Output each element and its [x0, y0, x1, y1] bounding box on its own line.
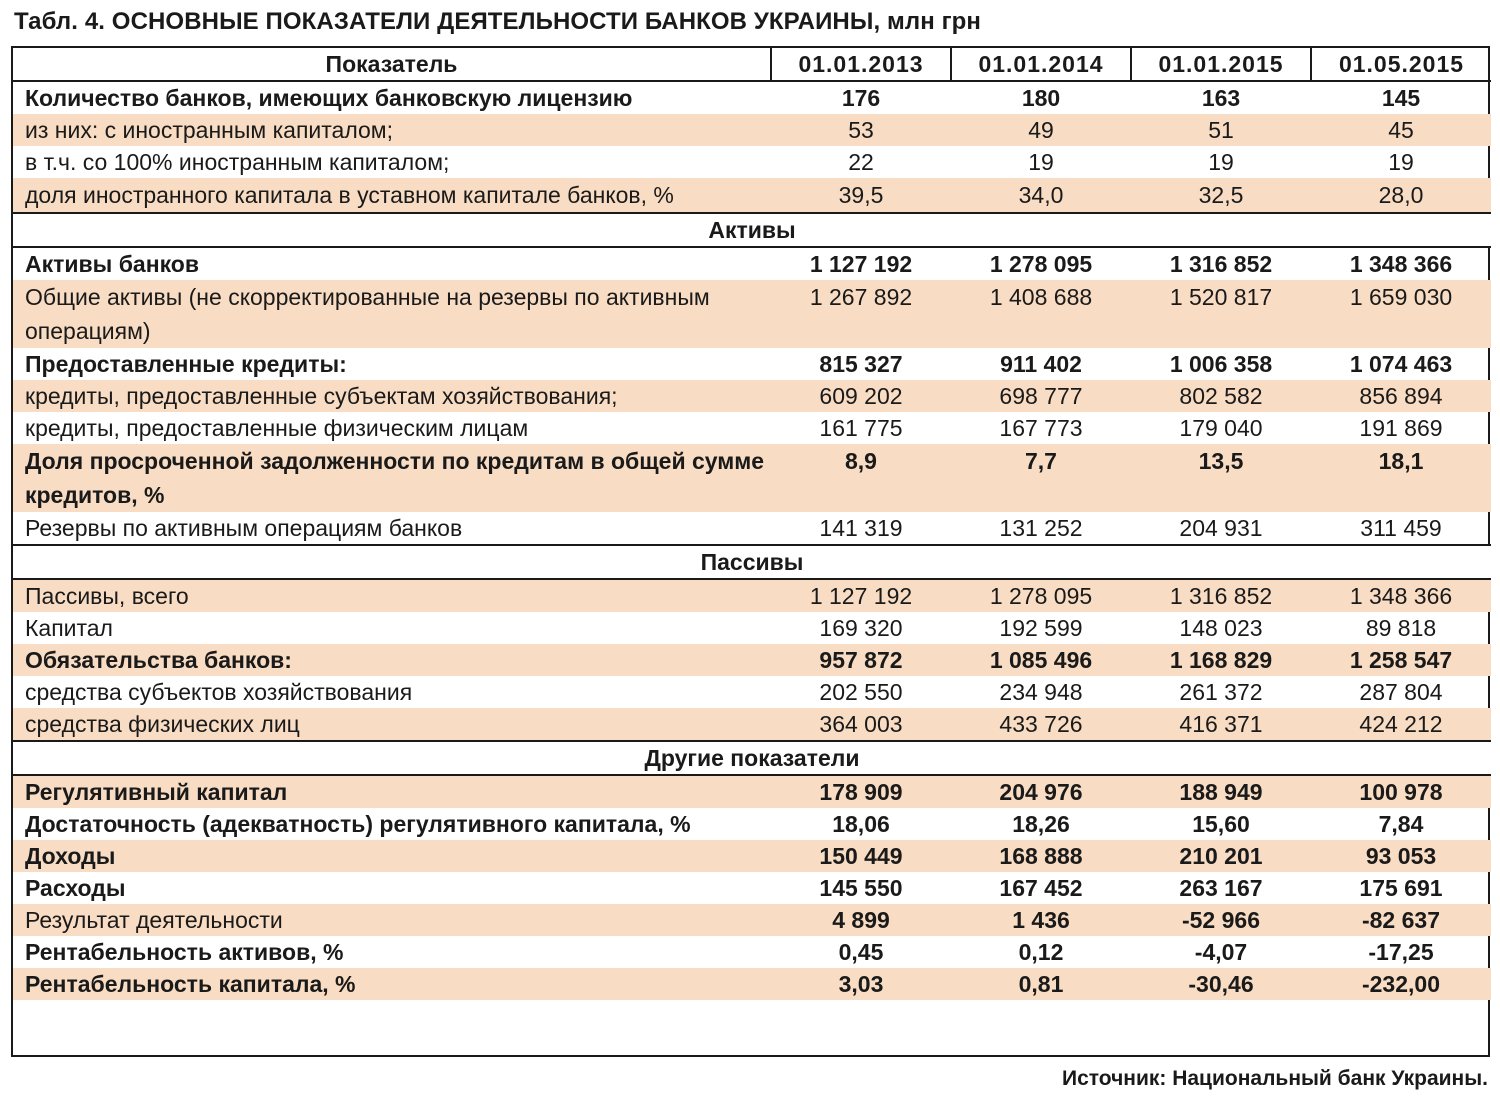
row-label: Количество банков, имеющих банковскую лицензию	[25, 85, 633, 111]
row-value: 1 085 496	[951, 644, 1131, 676]
row-label: Общие активы (не скорректированные на резервы по активным операциям)	[13, 280, 771, 348]
indicators-table	[13, 48, 1491, 1000]
table-row	[13, 512, 1491, 545]
row-value: 34,0	[951, 178, 1131, 213]
row-value: 100 978	[1311, 775, 1491, 808]
row-label: Рентабельность капитала, %	[13, 968, 771, 1000]
section-row	[13, 213, 1491, 247]
row-label: Обязательства банков:	[13, 644, 771, 676]
table-row	[13, 676, 1491, 708]
row-label: Резервы по активным операциям банков	[25, 515, 463, 541]
row-value: 698 777	[951, 380, 1131, 412]
source-note: Источник: Национальный банк Украины.	[1062, 1067, 1488, 1090]
row-value: -4,07	[1194, 939, 1248, 965]
row-value: 433 726	[951, 708, 1131, 741]
row-value: 131 252	[999, 515, 1083, 541]
row-value: 169 320	[819, 615, 903, 641]
row-value: 192 599	[999, 615, 1083, 641]
row-value: 53	[771, 114, 951, 146]
row-value: 0,81	[951, 968, 1131, 1000]
row-value: 19	[1208, 149, 1234, 175]
row-value: 39,5	[771, 178, 951, 213]
row-value: 204 931	[1179, 515, 1263, 541]
header-date: 01.01.2014	[951, 48, 1131, 81]
row-label: Капитал	[25, 615, 113, 641]
header-row	[13, 48, 1491, 81]
row-value: 202 550	[819, 679, 903, 705]
row-value: 1 316 852	[1131, 579, 1311, 612]
row-label: Активы банков	[25, 251, 199, 277]
row-value: 7,7	[951, 444, 1131, 512]
row-value: 1 258 547	[1311, 644, 1491, 676]
row-value: 145	[1381, 85, 1421, 111]
table-body	[13, 81, 1491, 1000]
row-value: 261 372	[1179, 679, 1263, 705]
row-label: Доходы	[13, 840, 771, 872]
row-label: кредиты, предоставленные физическим лицам	[25, 415, 529, 441]
row-value: 1 348 366	[1311, 579, 1491, 612]
row-label: Пассивы, всего	[13, 579, 771, 612]
row-value: 424 212	[1311, 708, 1491, 741]
row-value: 148 023	[1179, 615, 1263, 641]
title-unit: млн грн	[887, 8, 982, 35]
row-value: 1 278 095	[989, 251, 1093, 277]
table-title	[14, 6, 981, 38]
indicators-table-frame	[11, 46, 1490, 1057]
table-row	[13, 644, 1491, 676]
table-row	[13, 708, 1491, 741]
row-value: 13,5	[1131, 444, 1311, 512]
row-value: 1 520 817	[1131, 280, 1311, 348]
row-value: -17,25	[1368, 939, 1434, 965]
row-value: 145 550	[819, 875, 903, 901]
row-value: 856 894	[1311, 380, 1491, 412]
row-value: 1 074 463	[1349, 351, 1453, 377]
row-value: 163	[1201, 85, 1241, 111]
row-value: 210 201	[1131, 840, 1311, 872]
row-value: -30,46	[1131, 968, 1311, 1000]
row-value: 93 053	[1311, 840, 1491, 872]
row-value: 161 775	[819, 415, 903, 441]
table-row	[13, 114, 1491, 146]
row-value: 22	[848, 149, 874, 175]
row-value: 416 371	[1131, 708, 1311, 741]
row-value: 4 899	[771, 904, 951, 936]
row-value: 51	[1131, 114, 1311, 146]
row-value: -82 637	[1311, 904, 1491, 936]
table-row	[13, 412, 1491, 444]
row-value: 1 267 892	[771, 280, 951, 348]
row-value: 287 804	[1359, 679, 1443, 705]
row-value: 15,60	[1192, 811, 1250, 837]
row-value: 802 582	[1131, 380, 1311, 412]
row-value: 3,03	[771, 968, 951, 1000]
section-row	[13, 741, 1491, 775]
row-label: из них: с иностранным капиталом;	[13, 114, 771, 146]
row-value: 0,45	[838, 939, 884, 965]
row-value: 28,0	[1311, 178, 1491, 213]
table-row	[13, 840, 1491, 872]
table-row	[13, 808, 1491, 840]
table-row	[13, 81, 1491, 114]
table-row	[13, 904, 1491, 936]
table-row	[13, 968, 1491, 1000]
row-value: 609 202	[771, 380, 951, 412]
table-row	[13, 936, 1491, 968]
row-label: Предоставленные кредиты:	[25, 351, 347, 377]
row-value: 89 818	[1365, 615, 1437, 641]
table-row	[13, 348, 1491, 380]
row-label: кредиты, предоставленные субъектам хозяйствования;	[13, 380, 771, 412]
row-value: 167 773	[999, 415, 1083, 441]
table-row	[13, 444, 1491, 512]
row-value: 1 316 852	[1169, 251, 1273, 277]
row-value: 141 319	[819, 515, 903, 541]
table-row	[13, 872, 1491, 904]
table-row	[13, 280, 1491, 348]
row-value: 911 402	[1000, 351, 1082, 377]
section-title: Другие показатели	[13, 741, 1491, 775]
table-row	[13, 579, 1491, 612]
table-row	[13, 612, 1491, 644]
row-label: в т.ч. со 100% иностранным капиталом;	[25, 149, 450, 175]
row-value: 364 003	[771, 708, 951, 741]
row-value: 179 040	[1179, 415, 1263, 441]
row-value: 191 869	[1359, 415, 1443, 441]
row-value: 1 348 366	[1349, 251, 1453, 277]
row-value: 1 168 829	[1131, 644, 1311, 676]
table-row	[13, 775, 1491, 808]
row-value: 19	[1028, 149, 1054, 175]
row-value: 150 449	[771, 840, 951, 872]
row-value: 1 659 030	[1311, 280, 1491, 348]
row-value: 188 949	[1131, 775, 1311, 808]
table-row	[13, 247, 1491, 280]
section-title: Активы	[13, 213, 1491, 247]
table-row	[13, 380, 1491, 412]
row-value: 1 278 095	[951, 579, 1131, 612]
row-label: Рентабельность активов, %	[25, 939, 344, 965]
table-row	[13, 178, 1491, 213]
row-label: Доля просроченной задолженности по кредитам в общей сумме кредитов, %	[13, 444, 771, 512]
row-value: 1 127 192	[771, 579, 951, 612]
row-value: 311 459	[1360, 515, 1442, 541]
row-value: 49	[951, 114, 1131, 146]
row-value: 178 909	[771, 775, 951, 808]
row-value: 168 888	[951, 840, 1131, 872]
section-row	[13, 545, 1491, 579]
title-text: Табл. 4. ОСНОВНЫЕ ПОКАЗАТЕЛИ ДЕЯТЕЛЬНОСТИ БАНКОВ УКРАИНЫ,	[14, 8, 881, 35]
row-value: 1 436	[951, 904, 1131, 936]
row-value: 263 167	[1179, 875, 1263, 901]
row-value: 19	[1388, 149, 1414, 175]
row-value: 7,84	[1378, 811, 1424, 837]
row-value: -232,00	[1311, 968, 1491, 1000]
row-value: 45	[1311, 114, 1491, 146]
row-value: 18,06	[832, 811, 890, 837]
row-value: 176	[841, 85, 881, 111]
row-value: -52 966	[1131, 904, 1311, 936]
row-value: 957 872	[771, 644, 951, 676]
row-label: Расходы	[25, 875, 126, 901]
table-row	[13, 146, 1491, 178]
row-label: доля иностранного капитала в уставном капитале банков, %	[13, 178, 771, 213]
row-value: 8,9	[771, 444, 951, 512]
row-value: 234 948	[999, 679, 1083, 705]
row-value: 175 691	[1359, 875, 1443, 901]
row-value: 0,12	[1018, 939, 1064, 965]
row-value: 32,5	[1131, 178, 1311, 213]
row-value: 1 127 192	[809, 251, 913, 277]
row-value: 1 006 358	[1169, 351, 1273, 377]
row-value: 18,1	[1311, 444, 1491, 512]
row-label: Результат деятельности	[13, 904, 771, 936]
row-value: 815 327	[819, 351, 903, 377]
row-label: Регулятивный капитал	[13, 775, 771, 808]
header-date: 01.05.2015	[1311, 48, 1491, 81]
row-value: 204 976	[951, 775, 1131, 808]
row-label: Достаточность (адекватность) регулятивного капитала, %	[25, 811, 691, 837]
header-date: 01.01.2013	[771, 48, 951, 81]
row-value: 167 452	[999, 875, 1083, 901]
row-value: 180	[1021, 85, 1061, 111]
row-value: 18,26	[1012, 811, 1070, 837]
header-date: 01.01.2015	[1131, 48, 1311, 81]
header-indicator: Показатель	[13, 48, 771, 81]
section-title: Пассивы	[13, 545, 1491, 579]
row-label: средства субъектов хозяйствования	[25, 679, 413, 705]
row-label: средства физических лиц	[13, 708, 771, 741]
row-value: 1 408 688	[951, 280, 1131, 348]
